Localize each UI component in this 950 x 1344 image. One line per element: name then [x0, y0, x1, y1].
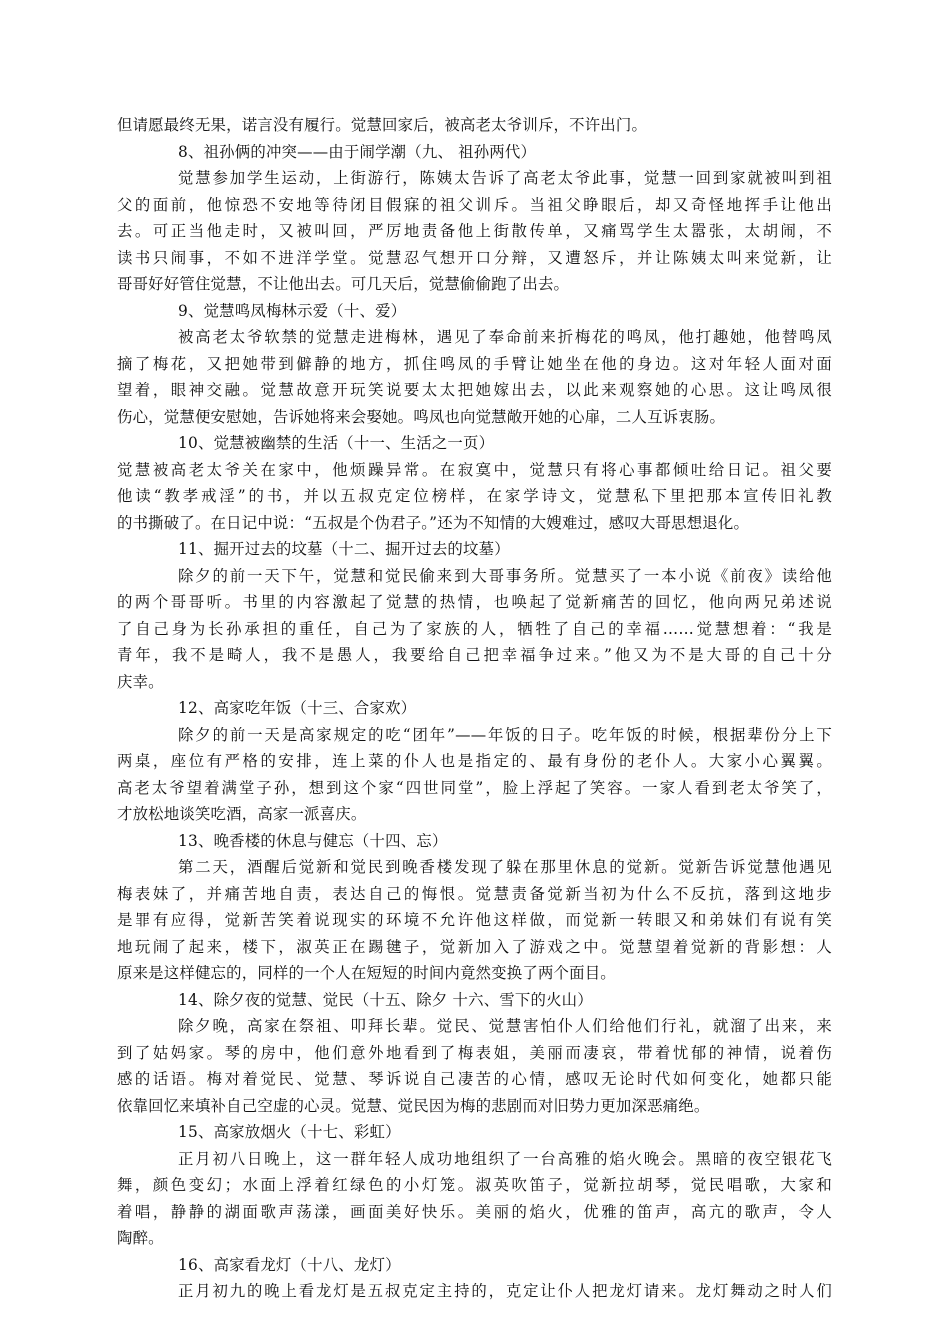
- paragraph-line: 哥哥好好管住觉慧，不让他出去。可几天后，觉慧偷偷跑了出去。: [117, 275, 570, 293]
- paragraph-line: 伤心，觉慧便安慰她，告诉她将来会娶她。鸣凤也向觉慧敞开她的心扉，二人互诉衷肠。: [117, 407, 726, 426]
- paragraph-line: 高老太爷望着满堂子孙，想到这个家“四世同堂”，脸上浮起了笑容。一家人看到老太爷笑了，: [117, 778, 832, 797]
- paragraph-line: 青年，我不是畸人，我不是愚人，我要给自己把幸福争过来。”他又为不是大哥的自己十分: [117, 646, 832, 664]
- paragraph-line: 舞，颜色变幻；水面上浮着红绿色的小灯笼。淑英吹笛子，觉新拉胡琴，觉民唱歌，大家和: [117, 1176, 832, 1194]
- section-heading: 15、高家放烟火（十七、彩虹）: [178, 1123, 401, 1141]
- paragraph-line: 了自己身为长孙承担的重任，自己为了家族的人，牺牲了自己的幸福……觉慧想着：“我是: [117, 619, 832, 638]
- paragraph-line: 除夕的前一天是高家规定的吃“团年”——年饭的日子。吃年饭的时候，根据辈份分上下: [178, 725, 832, 744]
- paragraph-line: 除夕的前一天下午，觉慧和觉民偷来到大哥事务所。觉慧买了一本小说《前夜》读给他: [178, 566, 832, 585]
- paragraph-line: 觉慧被高老太爷关在家中，他烦躁异常。在寂寞中，觉慧只有将心事都倾吐给日记。祖父要: [117, 460, 832, 479]
- paragraph-line: 正月初九的晚上看龙灯是五叔克定主持的，克定让仆人把龙灯请来。龙灯舞动之时人们: [178, 1282, 832, 1300]
- section-heading: 9、觉慧鸣凤梅林示爱（十、爱）: [178, 301, 407, 320]
- section-heading: 14、除夕夜的觉慧、觉民（十五、除夕 十六、雪下的火山）: [178, 990, 593, 1009]
- paragraph-line: 望着，眼神交融。觉慧故意开玩笑说要太太把她嫁出去，以此来观察她的心思。这让鸣凤很: [117, 381, 832, 399]
- section-heading: 11、掘开过去的坟墓（十二、掘开过去的坟墓）: [178, 540, 510, 558]
- paragraph-line: 但请愿最终无果，诺言没有履行。觉慧回家后，被高老太爷训斥，不许出门。: [117, 116, 648, 134]
- paragraph-line: 摘了梅花，又把她带到僻静的地方，抓住鸣凤的手臂让她坐在他的身边。这对年轻人面对面: [117, 354, 832, 373]
- paragraph-line: 庆幸。: [117, 672, 164, 691]
- paragraph-line: 第二天，酒醒后觉新和觉民到晚香楼发现了躲在那里休息的觉新。觉新告诉觉慧他遇见: [178, 858, 832, 876]
- paragraph-line: 觉慧参加学生运动，上街游行，陈姨太告诉了高老太爷此事，觉慧一回到家就被叫到祖: [178, 169, 832, 187]
- paragraph-line: 着唱，静静的湖面歌声荡漾，画面美好快乐。美丽的焰火，优雅的笛声，高亢的歌声，令人: [117, 1202, 832, 1221]
- section-heading: 8、祖孙俩的冲突——由于闹学潮（九、 祖孙两代）: [178, 142, 537, 161]
- paragraph-line: 原来是这样健忘的，同样的一个人在短短的时间内竟然变换了两个面目。: [117, 964, 616, 982]
- section-heading: 10、觉慧被幽禁的生活（十一、生活之一页）: [178, 434, 495, 452]
- paragraph-line: 才放松地谈笑吃酒，高家一派喜庆。: [117, 805, 367, 823]
- paragraph-line: 去。可正当他走时，又被叫回，严厉地责备他上街散传单，又痛骂学生太嚣张，太胡闹，不: [117, 222, 832, 240]
- section-heading: 13、晚香楼的休息与健忘（十四、忘）: [178, 831, 448, 850]
- paragraph-line: 感的话语。梅对着觉民、觉慧、琴诉说自己凄苦的心情，感叹无论时代如何变化，她都只能: [117, 1070, 832, 1088]
- document-page: [117, 112, 832, 1305]
- paragraph-line: 他读“教孝戒淫”的书，并以五叔克定位榜样，在家学诗文，觉慧私下里把那本宣传旧礼教: [117, 487, 832, 505]
- section-heading: 16、高家看龙灯（十八、龙灯）: [178, 1255, 401, 1274]
- paragraph-line: 读书只闹事，不如不进洋学堂。觉慧忍气想开口分辩，又遭怒斥，并让陈姨太叫来觉新，让: [117, 248, 832, 267]
- paragraph-line: 地玩闹了起来，楼下，淑英正在踢毽子，觉新加入了游戏之中。觉慧望着觉新的背影想：人: [117, 937, 832, 956]
- paragraph-line: 的两个哥哥听。书里的内容激起了觉慧的热情，也唤起了觉新痛苦的回忆，他向两兄弟述说: [117, 593, 832, 611]
- paragraph-line: 被高老太爷软禁的觉慧走进梅林，遇见了奉命前来折梅花的鸣凤，他打趣她，他替鸣凤: [178, 328, 832, 346]
- paragraph-line: 陶醉。: [117, 1229, 164, 1247]
- paragraph-line: 两桌，座位有严格的安排，连上菜的仆人也是指定的、最有身份的老仆人。大家小心翼翼。: [117, 752, 832, 770]
- paragraph-line: 梅表妹了，并痛苦地自责，表达自己的悔恨。觉慧责备觉新当初为什么不反抗，落到这地步: [117, 884, 832, 903]
- paragraph-line: 除夕晚，高家在祭祖、叩拜长辈。觉民、觉慧害怕仆人们给他们行礼，就溜了出来，来: [178, 1017, 832, 1035]
- paragraph-line: 的书撕破了。在日记中说：“五叔是个伪君子。”还为不知情的大嫂难过，感叹大哥思想退化。: [117, 513, 750, 532]
- paragraph-line: 父的面前，他惊恐不安地等待闭目假寐的祖父训斥。当祖父睁眼后，却又奇怪地挥手让他出: [117, 195, 832, 214]
- section-heading: 12、高家吃年饭（十三、合家欢）: [178, 699, 417, 717]
- paragraph-line: 依靠回忆来填补自己空虚的心灵。觉慧、觉民因为梅的悲剧而对旧势力更加深恶痛绝。: [117, 1096, 710, 1115]
- paragraph-line: 正月初八日晚上，这一群年轻人成功地组织了一台高雅的焰火晚会。黑暗的夜空银花飞: [178, 1149, 832, 1168]
- paragraph-line: 是罪有应得，觉新苦笑着说现实的环境不允许他这样做，而觉新一转眼又和弟妹们有说有笑: [117, 911, 832, 929]
- paragraph-line: 到了姑妈家。琴的房中，他们意外地看到了梅表姐，美丽而凄哀，带着忧郁的神情，说着伤: [117, 1043, 832, 1062]
